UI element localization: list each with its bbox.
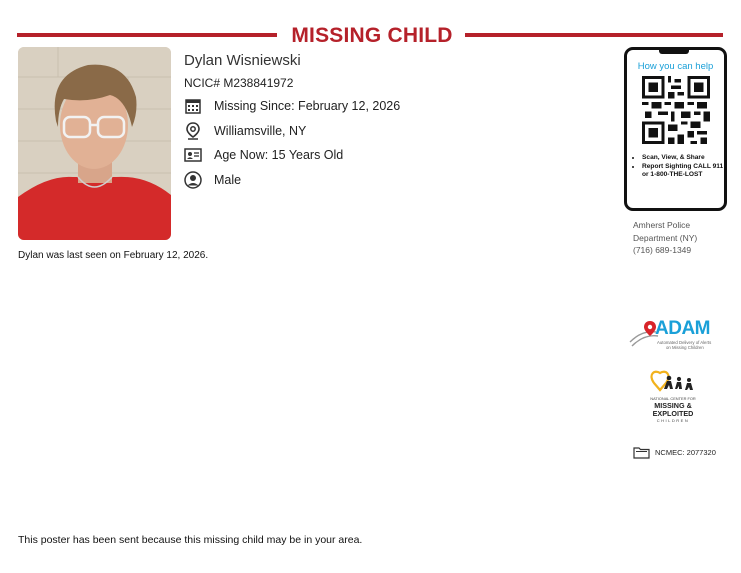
age-text: Age Now: 15 Years Old (214, 148, 344, 162)
adam-tagline-1: Automated Delivery of Alerts (657, 340, 712, 345)
agency-phone: (716) 689-1349 (633, 245, 692, 255)
agency-name-line1: Amherst Police (633, 220, 691, 230)
poster-title: MISSING CHILD (291, 24, 453, 47)
detail-sex (184, 170, 241, 190)
location-pin-icon (184, 122, 202, 140)
agency-name-line2: Department (NY) (633, 232, 698, 243)
adam-logo (628, 318, 720, 354)
detail-age (184, 145, 343, 165)
help-list (631, 154, 724, 181)
adam-tagline-2: on Missing Children (666, 345, 704, 350)
help-heading: How you can help (637, 61, 714, 72)
help-item-share: • Scan, View, & Share (642, 154, 724, 162)
missing-since-text: Missing Since: February 12, 2026 (214, 99, 401, 113)
header-rule-left (17, 33, 277, 37)
calendar-icon (184, 97, 202, 115)
adam-wordmark: ADAM (655, 318, 710, 339)
location-text: Williamsville, NY (214, 124, 307, 138)
footer-note: This poster has been sent because this missing child may be in your area. (18, 534, 363, 546)
ncmec-logo (646, 369, 700, 427)
sex-text: Male (214, 173, 242, 187)
ncmec-case-number (633, 446, 716, 459)
ncic-number: NCIC# M238841972 (184, 76, 294, 90)
ncmec-logo-line4: CHILDREN (656, 418, 690, 423)
help-phone-panel (624, 47, 727, 211)
agency-contact (633, 219, 697, 257)
header-rule-right (465, 33, 723, 37)
child-name: Dylan Wisniewski (184, 52, 301, 69)
case-number-text: NCMEC: 2077320 (655, 448, 716, 457)
detail-missing-since (184, 96, 400, 116)
phone-notch (659, 50, 689, 54)
last-seen-text: Dylan was last seen on February 12, 2026. (18, 250, 209, 261)
folder-icon (633, 446, 650, 459)
person-icon (184, 171, 202, 189)
ncmec-logo-line3: EXPLOITED (652, 409, 694, 418)
detail-location (184, 121, 306, 141)
ncmec-logo-line1: NATIONAL CENTER FOR (650, 396, 696, 401)
qr-code[interactable] (642, 76, 710, 144)
ncmec-logo-line2: MISSING & (654, 401, 692, 410)
id-card-icon (184, 146, 202, 164)
child-photo (18, 47, 171, 240)
help-item-report: • Report Sighting CALL 911 or 1-800-THE-LOST (642, 163, 724, 179)
